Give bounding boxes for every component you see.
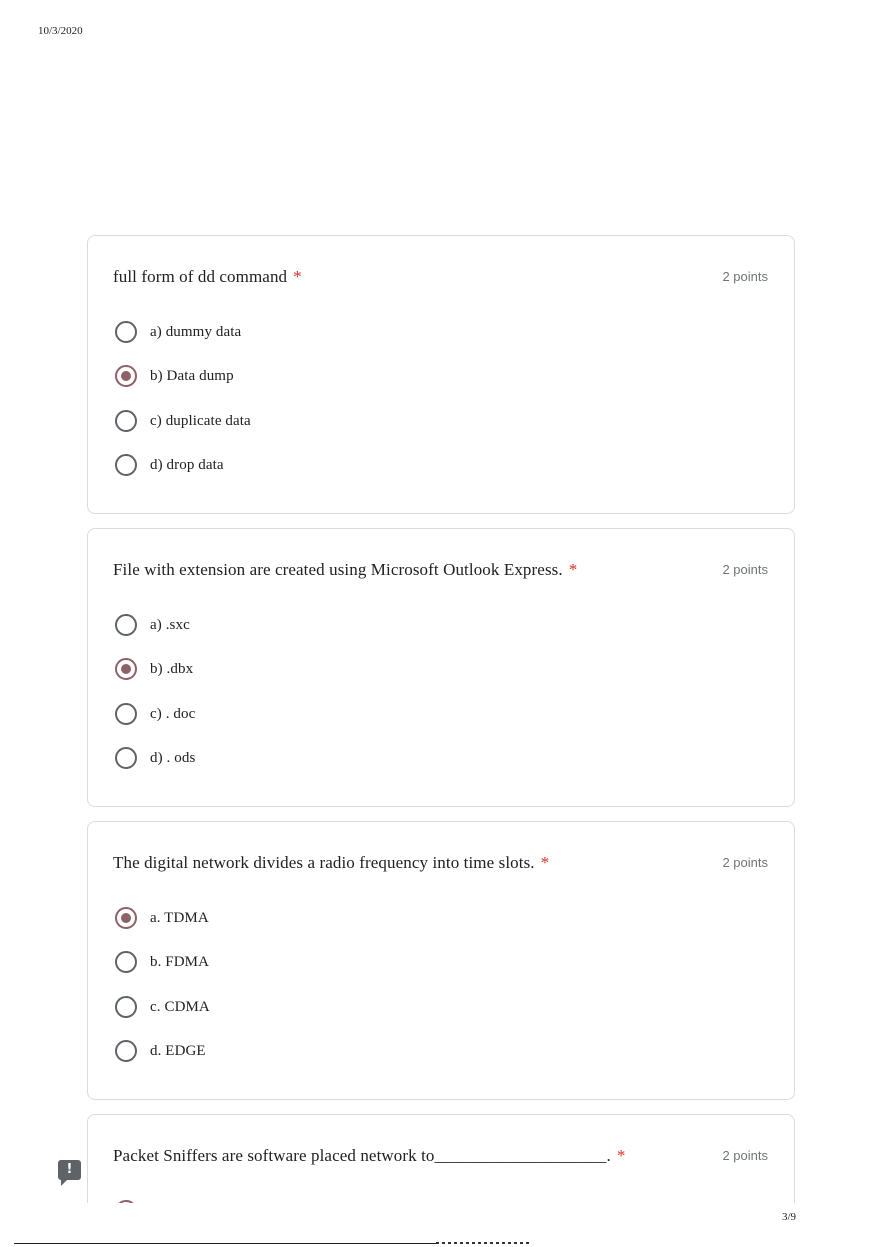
option-d[interactable] bbox=[115, 454, 224, 476]
option-a[interactable] bbox=[115, 614, 190, 636]
radio-icon[interactable] bbox=[115, 410, 137, 432]
radio-icon[interactable] bbox=[115, 614, 137, 636]
question-text: File with extension are created using Microsoft Outlook Express. bbox=[113, 560, 563, 579]
radio-icon[interactable] bbox=[115, 996, 137, 1018]
bottom-rule bbox=[14, 1243, 436, 1244]
radio-dot bbox=[121, 664, 131, 674]
option-b[interactable] bbox=[115, 951, 209, 973]
option-label: a) dummy data bbox=[150, 323, 242, 340]
question-title bbox=[113, 267, 302, 287]
bottom-rule-tail bbox=[436, 1242, 532, 1244]
option-b[interactable] bbox=[115, 365, 234, 387]
option-label: c) . doc bbox=[150, 705, 196, 722]
option-c[interactable] bbox=[115, 996, 210, 1018]
points-label: 2 points bbox=[722, 562, 768, 577]
option-d[interactable] bbox=[115, 747, 195, 769]
option-a[interactable] bbox=[115, 907, 209, 929]
radio-icon[interactable] bbox=[115, 747, 137, 769]
question-title bbox=[113, 1146, 625, 1166]
option-label: c) duplicate data bbox=[150, 412, 251, 429]
question-title bbox=[113, 853, 549, 873]
question-text: full form of dd command bbox=[113, 267, 288, 286]
points-label: 2 points bbox=[722, 269, 768, 284]
radio-icon[interactable] bbox=[115, 1040, 137, 1062]
radio-checked-icon[interactable] bbox=[115, 907, 137, 929]
question-text: Packet Sniffers are software placed network to____________________. bbox=[113, 1146, 611, 1165]
print-date: 10/3/2020 bbox=[38, 25, 83, 37]
radio-checked-icon[interactable] bbox=[115, 1200, 137, 1203]
points-label: 2 points bbox=[722, 1148, 768, 1163]
option-b[interactable] bbox=[115, 658, 193, 680]
option-label: d. EDGE bbox=[150, 1042, 206, 1059]
option-label: b) Data dump bbox=[150, 367, 234, 384]
option-label: a. TDMA bbox=[150, 909, 209, 926]
option-d[interactable] bbox=[115, 1040, 206, 1062]
radio-icon[interactable] bbox=[115, 321, 137, 343]
radio-dot bbox=[121, 913, 131, 923]
required-asterisk: * bbox=[568, 560, 578, 579]
option-label: c. CDMA bbox=[150, 998, 210, 1015]
option-label: b) .dbx bbox=[150, 660, 194, 677]
option-label: d) . ods bbox=[150, 749, 196, 766]
page-number: 3/9 bbox=[782, 1211, 797, 1223]
radio-dot bbox=[121, 371, 131, 381]
points-label: 2 points bbox=[722, 855, 768, 870]
radio-checked-icon[interactable] bbox=[115, 658, 137, 680]
option-a[interactable] bbox=[115, 321, 241, 343]
required-asterisk: * bbox=[616, 1146, 626, 1165]
option-label: a) .sxc bbox=[150, 616, 190, 633]
radio-checked-icon[interactable] bbox=[115, 365, 137, 387]
question-card-1 bbox=[87, 235, 795, 514]
question-card-4 bbox=[87, 1114, 795, 1203]
option-label: b. FDMA bbox=[150, 953, 210, 970]
question-text: The digital network divides a radio frequency into time slots. bbox=[113, 853, 535, 872]
required-asterisk: * bbox=[540, 853, 550, 872]
radio-icon[interactable] bbox=[115, 454, 137, 476]
question-card-2 bbox=[87, 528, 795, 807]
question-title bbox=[113, 560, 577, 580]
radio-icon[interactable] bbox=[115, 703, 137, 725]
required-asterisk: * bbox=[293, 267, 302, 286]
option-c[interactable] bbox=[115, 410, 251, 432]
question-card-3 bbox=[87, 821, 795, 1100]
option-a[interactable] bbox=[115, 1200, 137, 1203]
feedback-exclamation-icon[interactable]: ! bbox=[58, 1160, 81, 1180]
option-c[interactable] bbox=[115, 703, 195, 725]
option-label: d) drop data bbox=[150, 456, 224, 473]
radio-icon[interactable] bbox=[115, 951, 137, 973]
